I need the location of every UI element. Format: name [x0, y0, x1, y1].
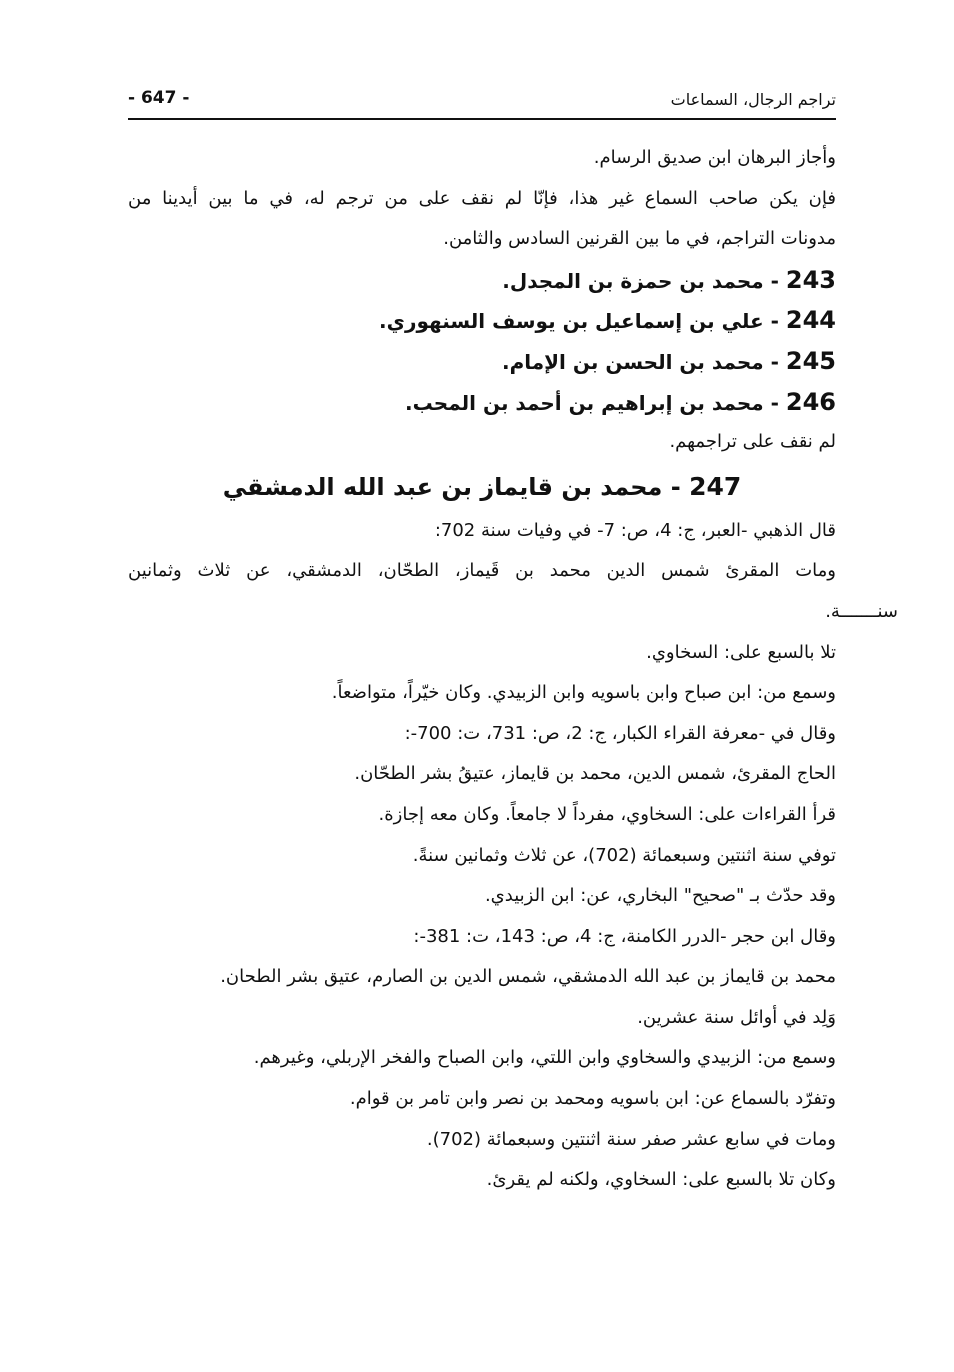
entry-name: محمد بن قايماز بن عبد الله الدمشقي — [222, 472, 663, 501]
paragraph-line: مدونات التراجم، في ما بين القرنين السادس والثامن. — [443, 228, 836, 250]
paragraph-line: وسمع من: الزبيدي والسخاوي وابن اللتي، وابن الصباح والفخر الإربلي، وغيرهم. — [253, 1047, 836, 1069]
paragraph-line: وأجاز البرهان ابن صديق الرسام. — [593, 147, 836, 168]
running-title: تراجم الرجال، السماعات — [670, 90, 836, 109]
paragraph-line: الحاج المقرئ، شمس الدين، محمد بن قايماز، عتيقُ بشر الطحّان. — [354, 763, 836, 785]
entry-heading — [128, 300, 836, 341]
entry-number: 243 — [785, 265, 836, 294]
paragraph-line: قال الذهبي -العبر، ج: 4، ص: 7- في وفيات سنة 702: — [434, 519, 836, 541]
paragraph-line: لم نقف على تراجمهم. — [669, 431, 836, 453]
paragraph-line: وَلِد في أوائل سنة عشرين. — [637, 1006, 836, 1028]
page-number: - 647 - — [128, 88, 190, 108]
paragraph-line: وسمع من: ابن صباح وابن باسويه وابن الزبيدي. وكان خيّراً، متواضعاً. — [331, 682, 836, 704]
entry-name: علي بن إسماعيل بن يوسف السنهوري. — [379, 309, 764, 334]
paragraph-line: وقال في -معرفة القراء الكبار، ج: 2، ص: 731، ت: 700-: — [404, 722, 836, 744]
entry-heading — [128, 260, 836, 301]
paragraph-line: وتفرّد بالسماع عن: ابن باسويه ومحمد بن نصر وابن تامر بن قوام. — [349, 1088, 836, 1110]
paragraph-line: وقد حدّث بـ "صحيح" البخاري، عن: ابن الزبيدي. — [484, 885, 836, 907]
paragraph-line: ومات في سابع عشر صفر سنة اثنتين وسبعمائة (702). — [426, 1128, 836, 1150]
paragraph-line: وقال ابن حجر -الدرر الكامنة، ج: 4، ص: 143، ت: 381-: — [413, 925, 836, 947]
paragraph-line: سنـــــــة. — [825, 600, 898, 622]
entry-heading — [128, 382, 836, 423]
entry-separator: - — [662, 472, 690, 501]
paragraph-line: فإن يكن صاحب السماع غير هذا، فإنّا لم نقف على من ترجم له، في ما بين أيدينا من — [128, 187, 836, 209]
entry-number: 247 — [689, 471, 742, 501]
entry-number: 244 — [785, 306, 836, 335]
paragraph-line: تلا بالسبع على: السخاوي. — [646, 641, 836, 663]
entry-name: محمد بن الحسن بن الإمام. — [502, 349, 764, 374]
entry-name: محمد بن إبراهيم بن أحمد بن المحب. — [405, 390, 764, 415]
entry-separator: - — [763, 268, 786, 293]
entry-name: محمد بن حمزة بن المجدل. — [502, 268, 764, 293]
paragraph-line: وكان تلا بالسبع على: السخاوي، ولكنه لم يقرئ. — [486, 1169, 836, 1191]
paragraph-line: ومات المقرئ شمس الدين محمد بن قَيماز، الطحّان، الدمشقي، عن ثلاث وثمانين — [128, 560, 836, 582]
entry-separator: - — [763, 349, 786, 374]
entry-separator: - — [763, 309, 786, 334]
paragraph-line: توفي سنة اثنتين وسبعمائة (702)، عن ثلاث وثمانين سنةً. — [412, 844, 836, 866]
paragraph-line: قرأ القراءات على: السخاوي، مفرداً لا جامعاً. وكان معه إجازة. — [378, 803, 836, 825]
page-body — [128, 138, 898, 1201]
entry-number: 246 — [785, 387, 836, 416]
page-header — [128, 84, 836, 120]
biography-heading — [128, 463, 836, 511]
entry-number: 245 — [785, 346, 836, 375]
entry-separator: - — [763, 390, 786, 415]
paragraph-line: محمد بن قايماز بن عبد الله الدمشقي، شمس الدين بن الصارم، عتيق بشر الطحان. — [220, 966, 836, 988]
entry-heading — [128, 341, 836, 382]
